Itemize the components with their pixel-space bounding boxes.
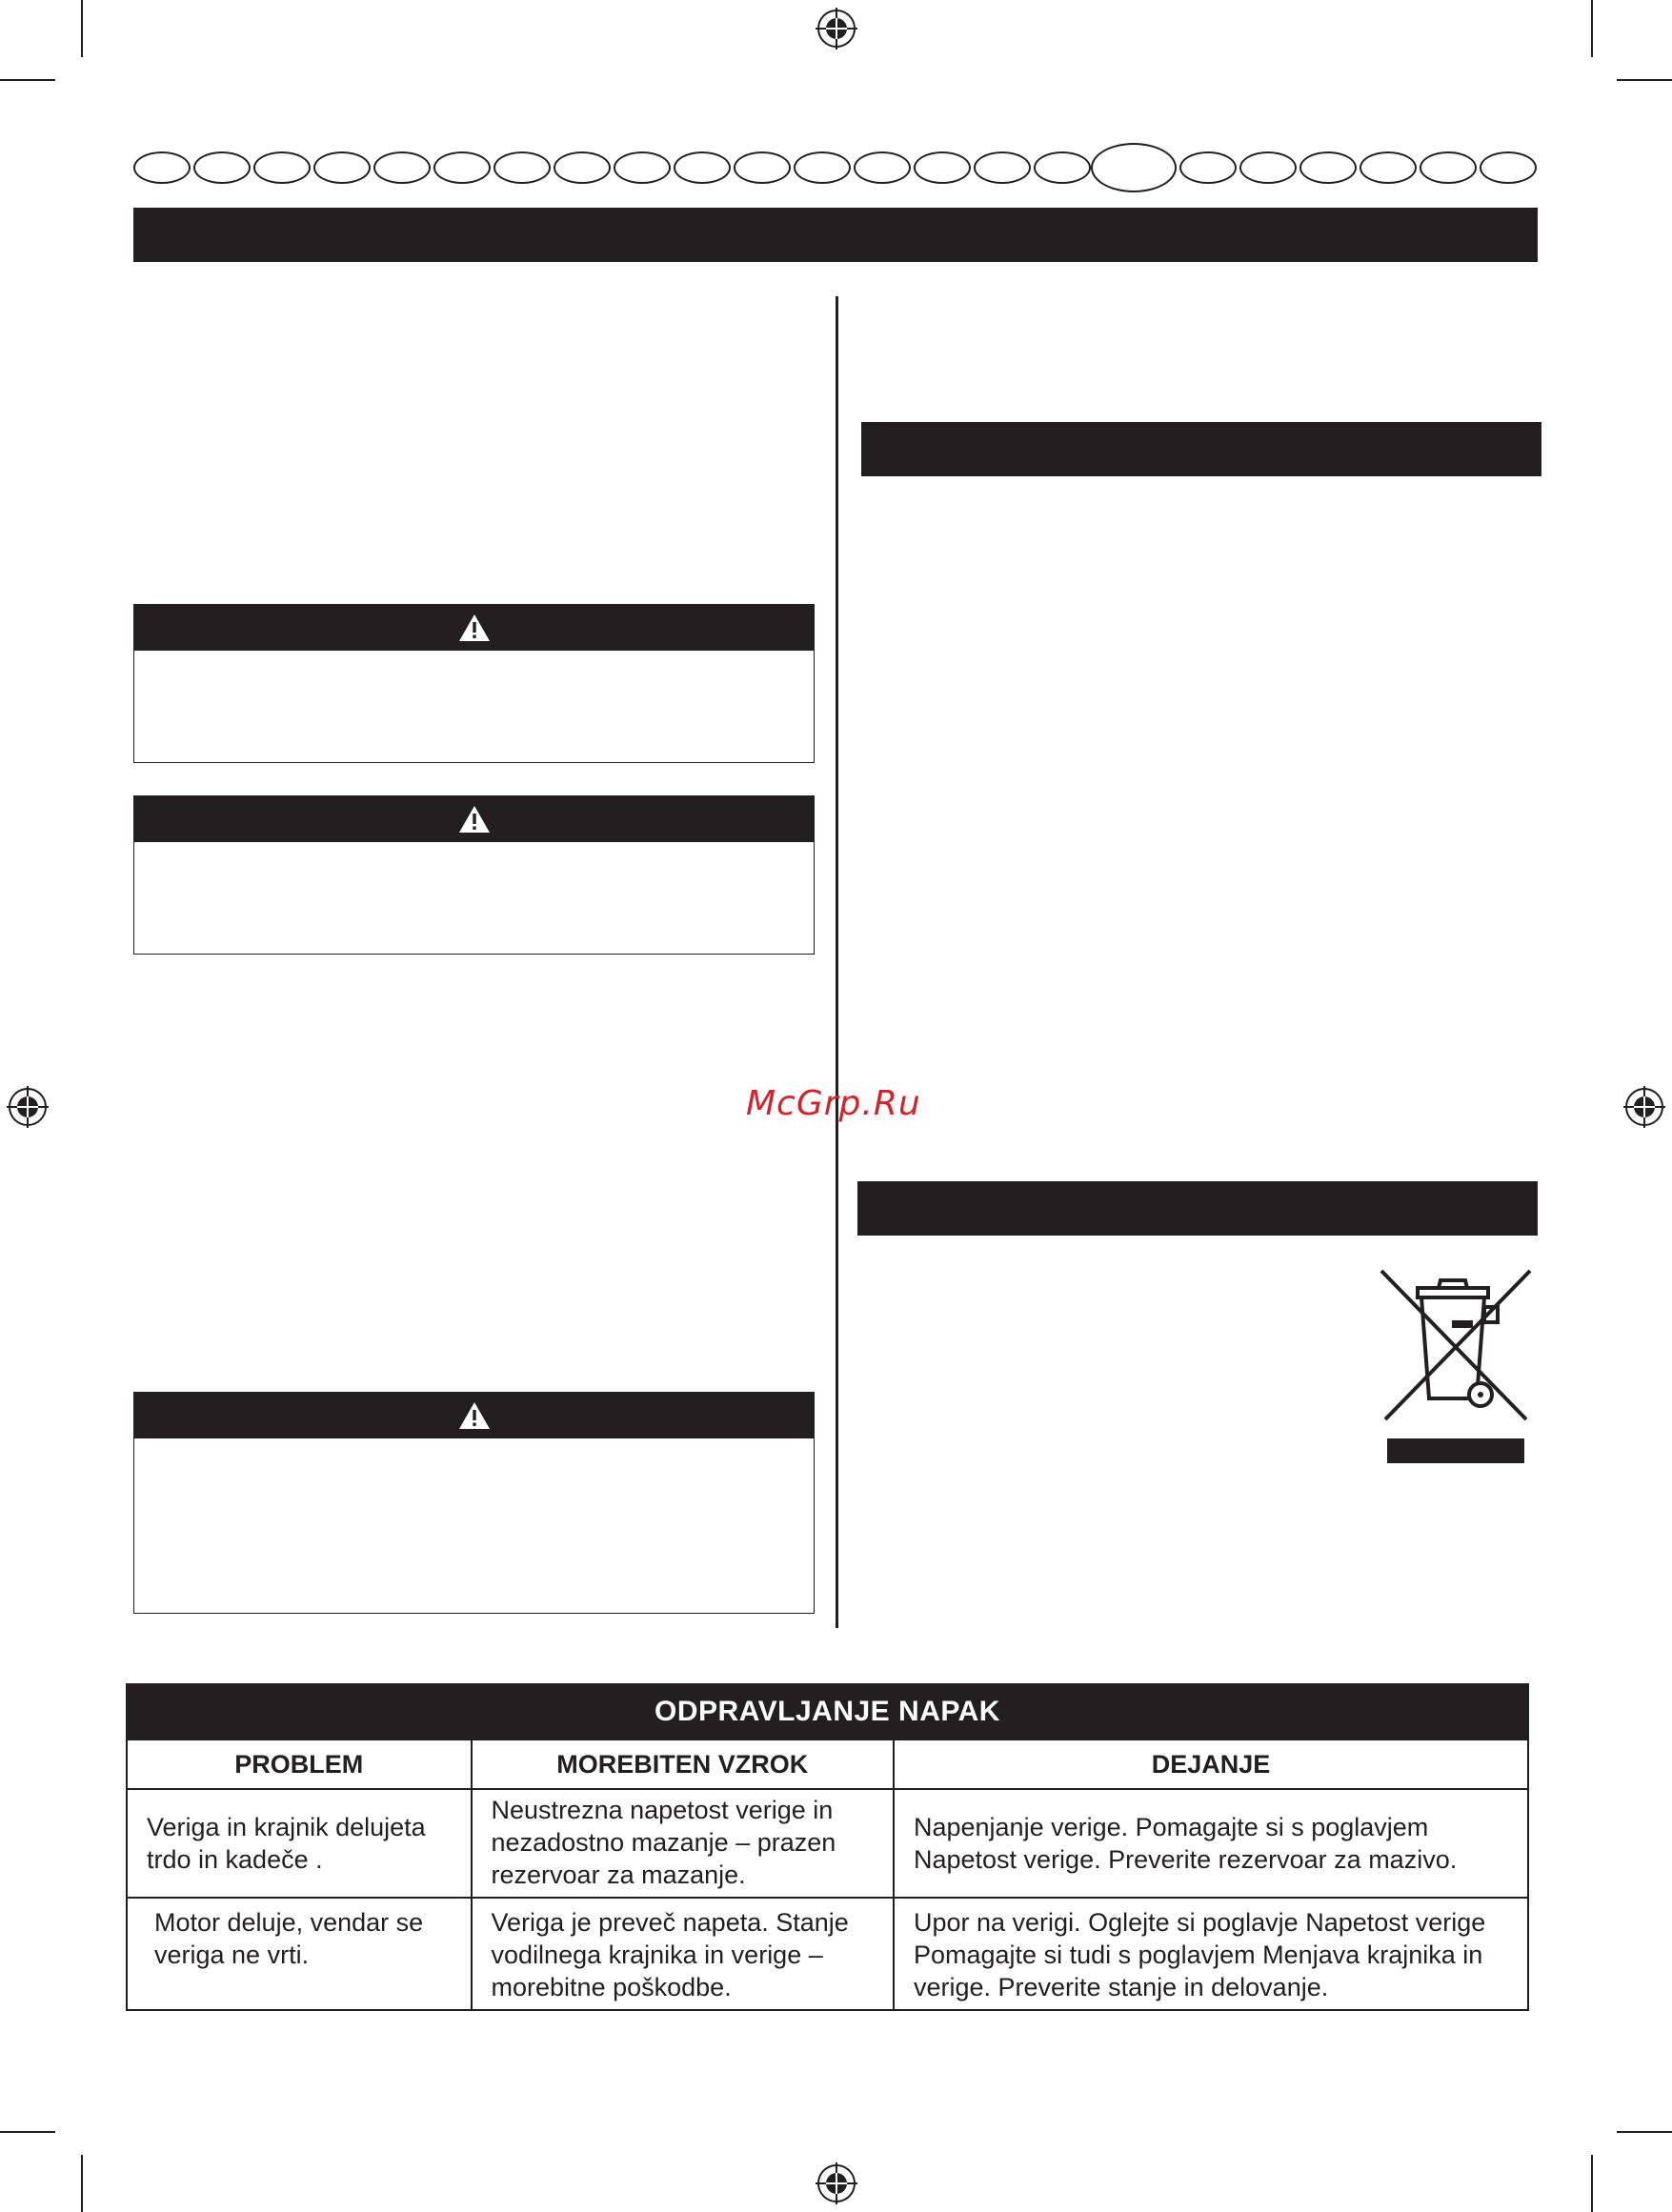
language-tab[interactable] <box>1034 151 1091 184</box>
table-row <box>127 1789 1528 1898</box>
crossed-out-wheelie-bin-icon <box>1378 1267 1534 1467</box>
registration-mark-icon <box>816 2162 857 2204</box>
warning-box <box>133 604 815 763</box>
registration-mark-icon <box>816 8 857 50</box>
warning-header <box>134 796 814 842</box>
language-tab[interactable] <box>854 151 911 184</box>
column-header-problem: PROBLEM <box>127 1739 472 1789</box>
cause-cell: Veriga je preveč napeta. Stanje vodilnega krajnika in verige – morebitne poškodbe. <box>472 1898 894 2010</box>
language-tab[interactable] <box>494 151 551 184</box>
registration-mark-icon <box>1623 1086 1665 1128</box>
trim-mark <box>1591 2155 1593 2212</box>
table-title: ODPRAVLJANJE NAPAK <box>127 1684 1528 1739</box>
troubleshooting-table <box>126 1683 1529 2011</box>
problem-cell: Motor deluje, vendar se veriga ne vrti. <box>127 1898 472 2010</box>
language-tab-active[interactable] <box>1091 143 1177 192</box>
section-header-bar <box>857 1181 1538 1236</box>
column-divider <box>836 296 838 1628</box>
language-tab[interactable] <box>373 151 431 184</box>
cause-cell: Neustrezna napetost verige in nezadostno mazanje – prazen rezervoar za mazanje. <box>472 1789 894 1898</box>
language-tab[interactable] <box>554 151 611 184</box>
warning-header <box>134 1393 814 1438</box>
language-tab[interactable] <box>674 151 731 184</box>
action-cell: Upor na verigi. Oglejte si poglavje Napetost verige Pomagajte si tudi s poglavjem Menjava krajnika in verige. Preverite stanje in delovanje. <box>894 1898 1528 2010</box>
trim-mark <box>1591 0 1593 57</box>
trim-mark <box>0 2131 55 2133</box>
section-header-bar <box>861 422 1541 476</box>
trim-mark <box>1617 2131 1672 2133</box>
language-tab[interactable] <box>1179 151 1237 184</box>
column-header-action: DEJANJE <box>894 1739 1528 1789</box>
language-tab[interactable] <box>313 151 371 184</box>
problem-cell: Veriga in krajnik delujeta trdo in kadeče . <box>127 1789 472 1898</box>
language-tab[interactable] <box>193 151 251 184</box>
trim-mark <box>0 79 55 81</box>
action-cell: Napenjanje verige. Pomagajte si s poglavjem Napetost verige. Preverite rezervoar za mazivo. <box>894 1789 1528 1898</box>
table-row <box>127 1898 1528 2010</box>
language-tab[interactable] <box>974 151 1031 184</box>
language-tab[interactable] <box>794 151 851 184</box>
language-tab[interactable] <box>914 151 971 184</box>
language-tab[interactable] <box>734 151 791 184</box>
warning-triangle-icon <box>458 1401 491 1430</box>
language-tab[interactable] <box>253 151 311 184</box>
language-tab[interactable] <box>1299 151 1357 184</box>
language-tab[interactable] <box>1480 151 1537 184</box>
page-title-bar <box>133 208 1538 262</box>
warning-header <box>134 605 814 651</box>
language-tab[interactable] <box>133 151 191 184</box>
registration-mark-icon <box>7 1086 49 1128</box>
watermark: McGrp.Ru <box>746 1084 921 1123</box>
trim-mark <box>81 2155 83 2212</box>
column-header-cause: MOREBITEN VZROK <box>472 1739 894 1789</box>
trim-mark <box>1617 79 1672 81</box>
trim-mark <box>81 0 83 57</box>
warning-triangle-icon <box>458 805 491 834</box>
warning-triangle-icon <box>458 613 491 642</box>
warning-box <box>133 795 815 955</box>
warning-box <box>133 1392 815 1614</box>
language-tab[interactable] <box>1239 151 1297 184</box>
language-tab[interactable] <box>1420 151 1477 184</box>
language-tab[interactable] <box>614 151 671 184</box>
language-tab[interactable] <box>433 151 491 184</box>
language-tab[interactable] <box>1360 151 1417 184</box>
